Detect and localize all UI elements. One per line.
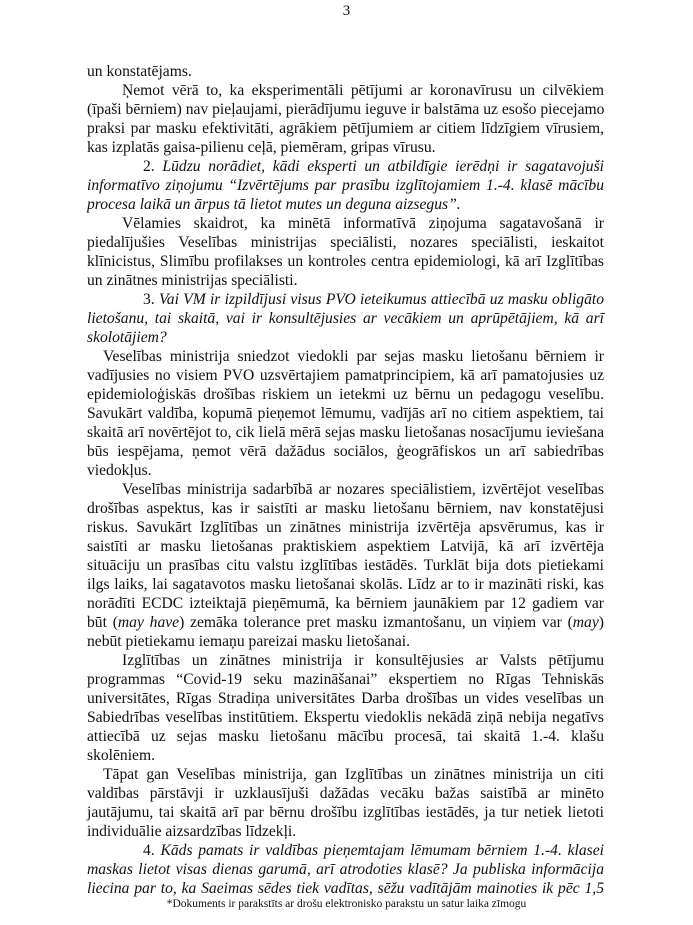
line-text: piedalījušies Veselības ministrijas speciālisti, nozares speciālisti, ieskaitot	[87, 234, 604, 251]
text-line	[87, 822, 604, 841]
line-text: un zinātnes ministrijas speciālisti.	[87, 272, 298, 289]
text-line	[87, 746, 604, 765]
line-text: attiecībā uz sejas masku lietošanu mācību procesā, tai skaitā 1.-4. klašu	[87, 728, 604, 745]
paragraph	[87, 347, 604, 480]
paragraph	[87, 480, 604, 651]
line-text: riskus. Savukārt Izglītības un zinātnes ministrija izvērtēja apsvērumus, kas ir	[87, 519, 604, 536]
line-text: viedokļus.	[87, 462, 152, 479]
line-text: Savukārt valdība, kopumā pieņemot lēmumu, vadījās arī no citiem aspektiem, tai	[87, 405, 604, 422]
line-text: Vēlamies skaidrot, ka minētā informatīvā ziņojuma sagatavošanā ir	[122, 215, 604, 232]
text-line	[87, 480, 604, 499]
line-text: liecina par to, ka Saeimas sēdes tiek vadītas, sēžu vadītājām mainoties ik pēc 1,5	[87, 880, 604, 897]
paragraph	[87, 765, 604, 841]
paragraph	[87, 841, 604, 898]
text-line	[87, 765, 604, 784]
text-line	[87, 385, 604, 404]
text-line	[87, 613, 604, 632]
text-line	[87, 252, 604, 271]
text-line	[87, 860, 604, 879]
line-text: Vai VM ir izpildījusi visus PVO ieteikumus attiecībā uz masku obligāto	[158, 291, 604, 308]
question-number: 2.	[143, 158, 155, 175]
text-line	[87, 328, 604, 347]
line-text: saistīti ar masku lietošanas praktiskiem aspektiem Latvijā, kā arī izvērtēja	[87, 538, 604, 555]
line-text: drošības aspektus, kas ir saistīti ar masku lietošanu bērniem, nav konstatējusi	[87, 500, 604, 517]
paragraph	[87, 214, 604, 290]
question-number: 4.	[143, 842, 155, 859]
text-line	[87, 803, 604, 822]
line-text: skaitā arī novērtējot to, cik lielā mērā sejas masku lietošanas nosacījumu ieviešana	[87, 424, 604, 441]
text-line	[87, 879, 604, 898]
line-text: jautājumu, tai skaitā arī par bērnu drošību izglītības iestādēs, ja tur netiek lietoti	[87, 804, 604, 821]
text-line	[87, 195, 604, 214]
text-line	[87, 233, 604, 252]
emphasized-text: may	[572, 614, 599, 631]
line-text: ilgs laiks, lai sagatavotos masku lietošanai skolās. Līdz ar to ir mazināti riski, kas	[87, 576, 604, 593]
signature-footnote: *Dokuments ir parakstīts ar drošu elektronisko parakstu un satur laika zīmogu	[166, 898, 527, 910]
text-line	[87, 347, 604, 366]
text-line	[87, 575, 604, 594]
text-line	[87, 214, 604, 233]
text-line	[87, 81, 604, 100]
line-text: Veselības ministrija sniedzot viedokli par sejas masku lietošanu bērniem ir	[103, 348, 604, 365]
text-line	[87, 271, 604, 290]
line-text: norādīti ECDC izteiktajā pieņēmumā, ka bērniem jaunākiem par 12 gadiem var	[87, 595, 604, 612]
document-body	[87, 62, 604, 898]
text-line	[87, 499, 604, 518]
line-text: informatīvo ziņojumu “Izvērtējums par prasību izglītojamiem 1.-4. klasē mācību	[87, 177, 604, 194]
text-line	[87, 442, 604, 461]
line-text: epidemioloģiskās drošības riskiem un ietekmi uz bērnu un pedagogu veselību.	[87, 386, 604, 403]
text-line	[87, 461, 604, 480]
line-text: nebūt pietiekamu iemaņu pareizai masku lietošanai.	[87, 633, 411, 650]
text-line	[87, 651, 604, 670]
text-line	[87, 119, 604, 138]
text-line	[87, 518, 604, 537]
text-line	[87, 176, 604, 195]
paragraph	[87, 81, 604, 157]
text-line	[87, 290, 604, 309]
text-line	[87, 727, 604, 746]
line-text: būs iespējama, ņemot vērā dažādus sociālos, ģeogrāfiskos un arī sabiedrības	[87, 443, 604, 460]
line-text: universitātes, Rīgas Stradiņa universitātes Darba drošības un vides veselības un	[87, 690, 604, 707]
page-number: 3	[342, 3, 351, 19]
text-line	[87, 100, 604, 119]
line-text: Lūdzu norādiet, kādi eksperti un atbildīgie ierēdņi ir sagatavojuši	[162, 158, 604, 175]
text-line	[87, 423, 604, 442]
text-line	[87, 157, 604, 176]
paragraph	[87, 651, 604, 765]
line-text: un konstatējams.	[87, 63, 192, 80]
line-text: ) zemāka tolerance pret masku izmantošanu, un viņiem var (	[179, 614, 573, 631]
line-text: klīnicistus, Slimību profilakses un kontroles centra epidemiologi, kā arī Izglītības	[87, 253, 604, 270]
text-line	[87, 670, 604, 689]
line-text: )	[598, 614, 604, 631]
text-line	[87, 309, 604, 328]
line-text: individuālie aizsardzības līdzekļi.	[87, 823, 297, 840]
line-text: praksi par masku efektivitāti, agrākiem pētījumiem ar citiem līdzīgiem vīrusiem,	[87, 120, 604, 137]
line-text: (īpaši bērniem) nav pieļaujami, pierādījumu ieguve ir balstāma uz esošo piecejamo	[87, 101, 605, 118]
text-line	[87, 404, 604, 423]
paragraph	[87, 290, 604, 347]
text-line	[87, 62, 604, 81]
text-line	[87, 632, 604, 651]
text-line	[87, 708, 604, 727]
line-text: maskas lietot visas dienas garumā, arī atrodoties klasē? Ja publiska informācija	[87, 861, 604, 878]
line-text: Sabiedrības veselības institūtiem. Ekspertu viedoklis nekādā ziņā nebija negatīvs	[87, 709, 604, 726]
paragraph	[87, 157, 604, 214]
question-number: 3.	[143, 291, 155, 308]
line-text: skolēniem.	[87, 747, 155, 764]
line-text: lietošanu, tai skaitā, vai ir konsultējusies ar vecākiem un aprūpētājiem, kā arī	[87, 310, 604, 327]
line-text: vadījusies no visiem PVO uzsvērtajiem pamatprincipiem, kā arī pamatojusies uz	[87, 367, 604, 384]
line-text: būt (	[87, 614, 118, 631]
text-line	[87, 594, 604, 613]
text-line	[87, 138, 604, 157]
line-text: valdības pārstāvji ir uzklausījuši dažādas vecāku bažas saistībā ar minēto	[87, 785, 604, 802]
emphasized-text: may have	[117, 614, 180, 631]
line-text: Tāpat gan Veselības ministrija, gan Izglītības un zinātnes ministrija un citi	[103, 766, 604, 783]
text-line	[87, 366, 604, 385]
line-text: Ņemot vērā to, ka eksperimentāli pētījumi ar koronavīrusu un cilvēkiem	[122, 82, 604, 99]
paragraph	[87, 62, 604, 81]
text-line	[87, 689, 604, 708]
text-line	[87, 537, 604, 556]
text-line	[87, 556, 604, 575]
line-text: procesa laikā un ārpus tā lietot mutes un deguna aizsegus”.	[87, 196, 461, 213]
line-text: programmas “Covid-19 seku mazināšanai” ekspertiem no Rīgas Tehniskās	[87, 671, 604, 688]
line-text: skolotājiem?	[87, 329, 167, 346]
line-text: situāciju un prasības citu valstu izglītības iestādēs. Turklāt bija dots pietiekami	[87, 557, 604, 574]
text-line	[87, 841, 604, 860]
line-text: Izglītības un zinātnes ministrija ir konsultējusies ar Valsts pētījumu	[122, 652, 604, 669]
line-text: Veselības ministrija sadarbībā ar nozares speciālistiem, izvērtējot veselības	[122, 481, 604, 498]
line-text: kas izplatās gaisa-pilienu ceļā, piemēram, gripas vīrusu.	[87, 139, 436, 156]
text-line	[87, 784, 604, 803]
line-text: Kāds pamats ir valdības pieņemtajam lēmumam bērniem 1.-4. klasei	[160, 842, 604, 859]
